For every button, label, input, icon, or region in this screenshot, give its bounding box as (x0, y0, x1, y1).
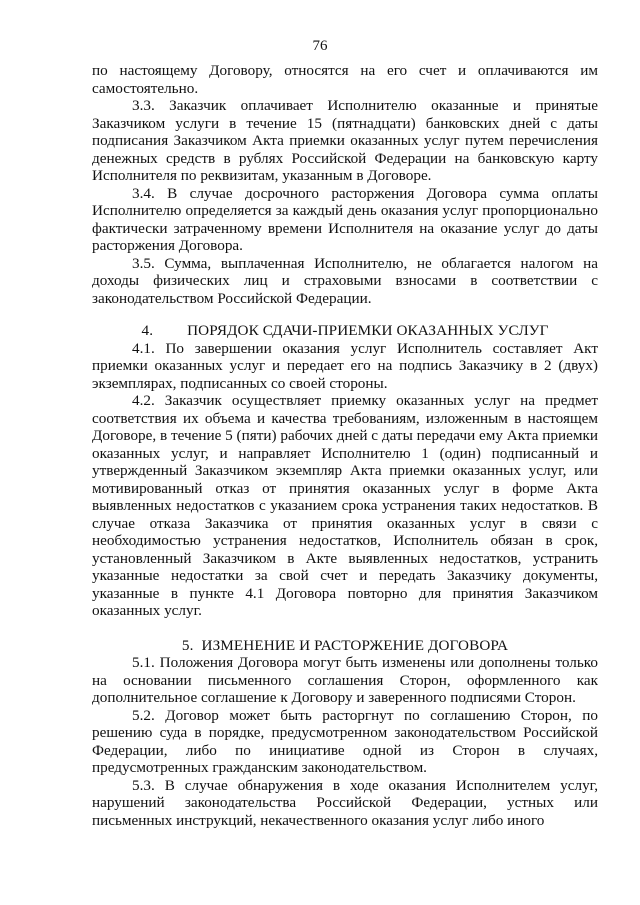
paragraph-4-1: 4.1. По завершении оказания услуг Исполнитель составляет Акт приемки оказанных услуг и передает его на подпись Заказчику в 2 (двух) экземплярах, подписанных со своей стороны. (92, 339, 598, 392)
section-4-acceptance (92, 340, 598, 620)
document-body (92, 62, 598, 829)
paragraph-4-2: 4.2. Заказчик осуществляет приемку оказанных услуг на предмет соответствия их объема и качества требованиям, изложенным в настоящем Договоре, в течение 5 (пяти) рабочих дней с даты передачи ему Акта приемки оказанных услуг, и направляет Исполнителю 1 (один) подписанный и утвержденный Заказчиком экземпляр Акта приемки оказанных услуг, или мотивированный отказ от принятия оказанных услуг в форме Акта выявленных недостатков с указанием срока устранения таких недостатков. В случае отказа Заказчика от принятия оказанных услуг в связи с необходимостью устранения недостатков, Исполнитель обязан в срок, установленный Заказчиком в Акте выявленных недостатков, устранить указанные недостатки за свой счет и передать Заказчику документы, указанные в пункте 4.1 Договора повторно для принятия Заказчиком оказанных услуг. (92, 392, 598, 619)
section-3-payment (92, 62, 598, 307)
paragraph-5-2: 5.2. Договор может быть расторгнут по соглашению Сторон, по решению суда в порядке, предусмотренном законодательством Российской Федерации, либо по инициативе одной из Сторон в случаях, предусмотренных гражданским законодательством. (92, 706, 598, 776)
section-5-heading (92, 637, 598, 655)
section-4-number: 4. (141, 322, 154, 339)
paragraph-5-3: 5.3. В случае обнаружения в ходе оказания Исполнителем услуг, нарушений законодательства Российской Федерации, устных или письменных инструкций, некачественного оказания услуг либо иного (92, 776, 598, 829)
paragraph-continued: по настоящему Договору, относятся на его счет и оплачиваются им самостоятельно. (92, 62, 598, 97)
section-4-heading (92, 322, 598, 340)
section-4-title: ПОРЯДОК СДАЧИ-ПРИЕМКИ ОКАЗАННЫХ УСЛУГ (187, 322, 549, 339)
paragraph-3-4: 3.4. В случае досрочного расторжения Договора сумма оплаты Исполнителю определяется за каждый день оказания услуг пропорционально фактически затраченному времени Исполнителя на оказание услуг до даты расторжения Договора. (92, 184, 598, 254)
section-5-termination (92, 654, 598, 829)
paragraph-3-3: 3.3. Заказчик оплачивает Исполнителю оказанные и принятые Заказчиком услуги в течение 15 (пятнадцати) банковских дней с даты подписания Заказчиком Акта приемки оказанных услуг путем перечисления денежных средств в рублях Российской Федерации на банковскую карту Исполнителя по реквизитам, указанным в Договоре. (92, 97, 598, 184)
page-number: 76 (312, 38, 328, 54)
section-5-number: 5. (181, 636, 194, 654)
section-5-title: ИЗМЕНЕНИЕ И РАСТОРЖЕНИЕ ДОГОВОРА (201, 636, 509, 654)
paragraph-3-5: 3.5. Сумма, выплаченная Исполнителю, не облагается налогом на доходы физических лиц и страховыми взносами в соответствии с законодательством Российской Федерации. (92, 254, 598, 307)
paragraph-5-1: 5.1. Положения Договора могут быть изменены или дополнены только на основании письменного соглашения Сторон, оформленного как дополнительное соглашение к Договору и заверенного подписями Сторон. (92, 654, 598, 706)
